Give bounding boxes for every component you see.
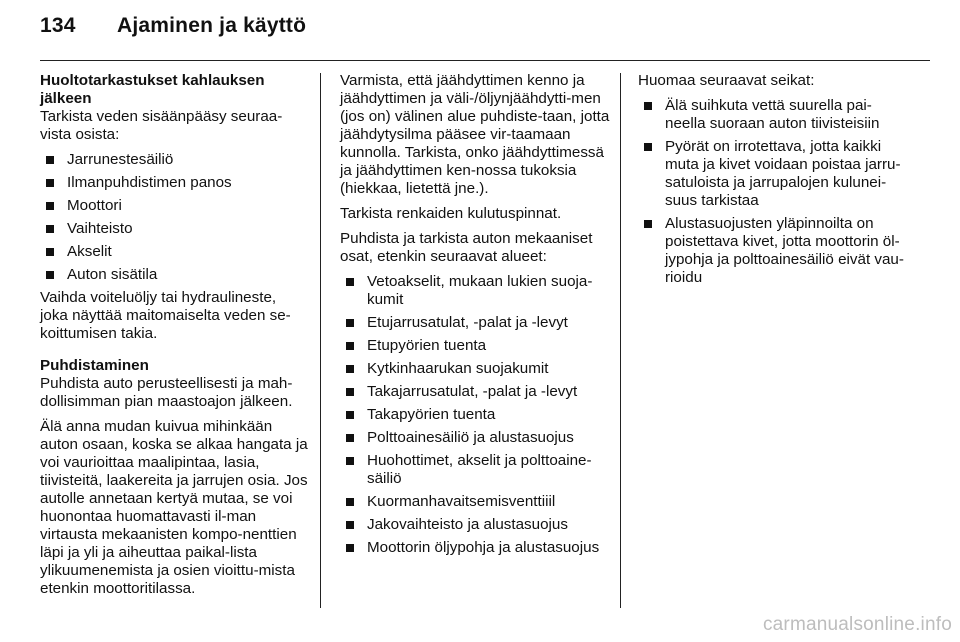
list-item: Vetoakselit, mukaan lukien suoja-kumit: [340, 273, 610, 309]
list-item: Huohottimet, akselit ja polttoaine-säiliö: [340, 452, 610, 488]
paragraph: Huomaa seuraavat seikat:: [638, 72, 815, 89]
page-header: [40, 14, 306, 38]
list-item: Vaihteisto: [40, 220, 308, 238]
bullet-list: [638, 97, 910, 287]
paragraph: Puhdista auto perusteellisesti ja mah-dollisimman pian maastoajon jälkeen.: [40, 375, 293, 410]
paragraph: Varmista, että jäähdyttimen kenno ja jäähdyttimen ja väli-/öljynjäähdytti-men (jos on) välinen alue puhdiste-taan, jotta jäähdytysilma pääsee vir-taamaan kunnolla. Tarkista, onko jäähdyttimessä ja jäähdyttimen ken-nossa tukoksia (hiekkaa, lietettä jne.).: [340, 72, 610, 197]
bullet-icon: [46, 179, 54, 187]
bullet-icon: [46, 225, 54, 233]
list-item: Takajarrusatulat, -palat ja -levyt: [340, 383, 610, 401]
list-item: Kuormanhavaitsemisventtiiil: [340, 493, 610, 511]
paragraph: Vaihda voiteluöljy tai hydraulineste, joka näyttää maitomaiselta veden se-koittumisen takia.: [40, 289, 291, 342]
list-item: Polttoainesäiliö ja alustasuojus: [340, 429, 610, 447]
list-item: Jarrunestesäiliö: [40, 151, 308, 169]
list-item: Kytkinhaarukan suojakumit: [340, 360, 610, 378]
column-divider: [620, 73, 621, 608]
bullet-icon: [46, 202, 54, 210]
paragraph: Tarkista renkaiden kulutuspinnat.: [340, 205, 562, 222]
bullet-icon: [346, 319, 354, 327]
bullet-icon: [644, 102, 652, 110]
section-heading: Huoltotarkastukset kahlauksen jälkeen: [40, 72, 265, 107]
bullet-icon: [346, 457, 354, 465]
list-item: Ilmanpuhdistimen panos: [40, 174, 308, 192]
column-3: [638, 72, 910, 292]
bullet-icon: [644, 143, 652, 151]
bullet-icon: [644, 220, 652, 228]
list-item: Auton sisätila: [40, 266, 308, 284]
list-item: Moottorin öljypohja ja alustasuojus: [340, 539, 610, 557]
bullet-icon: [346, 498, 354, 506]
bullet-list: [340, 273, 610, 557]
bullet-icon: [46, 248, 54, 256]
bullet-icon: [346, 434, 354, 442]
bullet-icon: [346, 411, 354, 419]
paragraph: Tarkista veden sisäänpääsy seuraa-vista osista:: [40, 108, 283, 143]
bullet-icon: [46, 156, 54, 164]
paragraph: Älä anna mudan kuivua mihinkään auton osaan, koska se alkaa hangata ja voi vaurioittaa maalipintaa, lasia, tiivisteitä, laakereita ja jarrujen osia. Jos autolle annetaan kertyä mutaa, se voi huonontaa huomattavasti il-man virtausta mekaanisten kompo-nenttien läpi ja yli ja aiheuttaa paikal-lista ylikuumenemista ja osien vioittu-mista etenkin moottoritilassa.: [40, 418, 308, 597]
bullet-icon: [346, 342, 354, 350]
bullet-list: [40, 151, 308, 284]
page-number: 134: [40, 14, 76, 37]
list-item: Takapyörien tuenta: [340, 406, 610, 424]
paragraph: Puhdista ja tarkista auton mekaaniset osat, etenkin seuraavat alueet:: [340, 230, 593, 265]
list-item: Etujarrusatulat, -palat ja -levyt: [340, 314, 610, 332]
bullet-icon: [346, 544, 354, 552]
header-rule: [40, 60, 930, 61]
column-1: [40, 72, 308, 605]
list-item: Etupyörien tuenta: [340, 337, 610, 355]
list-item: Akselit: [40, 243, 308, 261]
bullet-icon: [346, 521, 354, 529]
column-divider: [320, 73, 321, 608]
list-item: Pyörät on irrotettava, jotta kaikki muta ja kivet voidaan poistaa jarru-satuloista ja jarrupalojen kulunei-suus tarkistaa: [638, 138, 910, 210]
bullet-icon: [46, 271, 54, 279]
watermark: carmanualsonline.info: [762, 614, 952, 635]
bullet-icon: [346, 388, 354, 396]
list-item: Älä suihkuta vettä suurella pai-neella suoraan auton tiivisteisiin: [638, 97, 910, 133]
bullet-icon: [346, 365, 354, 373]
section-heading: Puhdistaminen: [40, 357, 149, 374]
bullet-icon: [346, 278, 354, 286]
list-item: Jakovaihteisto ja alustasuojus: [340, 516, 610, 534]
list-item: Moottori: [40, 197, 308, 215]
column-2: [340, 72, 610, 562]
list-item: Alustasuojusten yläpinnoilta on poistettava kivet, jotta moottorin öl-jypohja ja polttoainesäiliö eivät vau-rioidu: [638, 215, 910, 287]
chapter-title: Ajaminen ja käyttö: [117, 14, 307, 37]
